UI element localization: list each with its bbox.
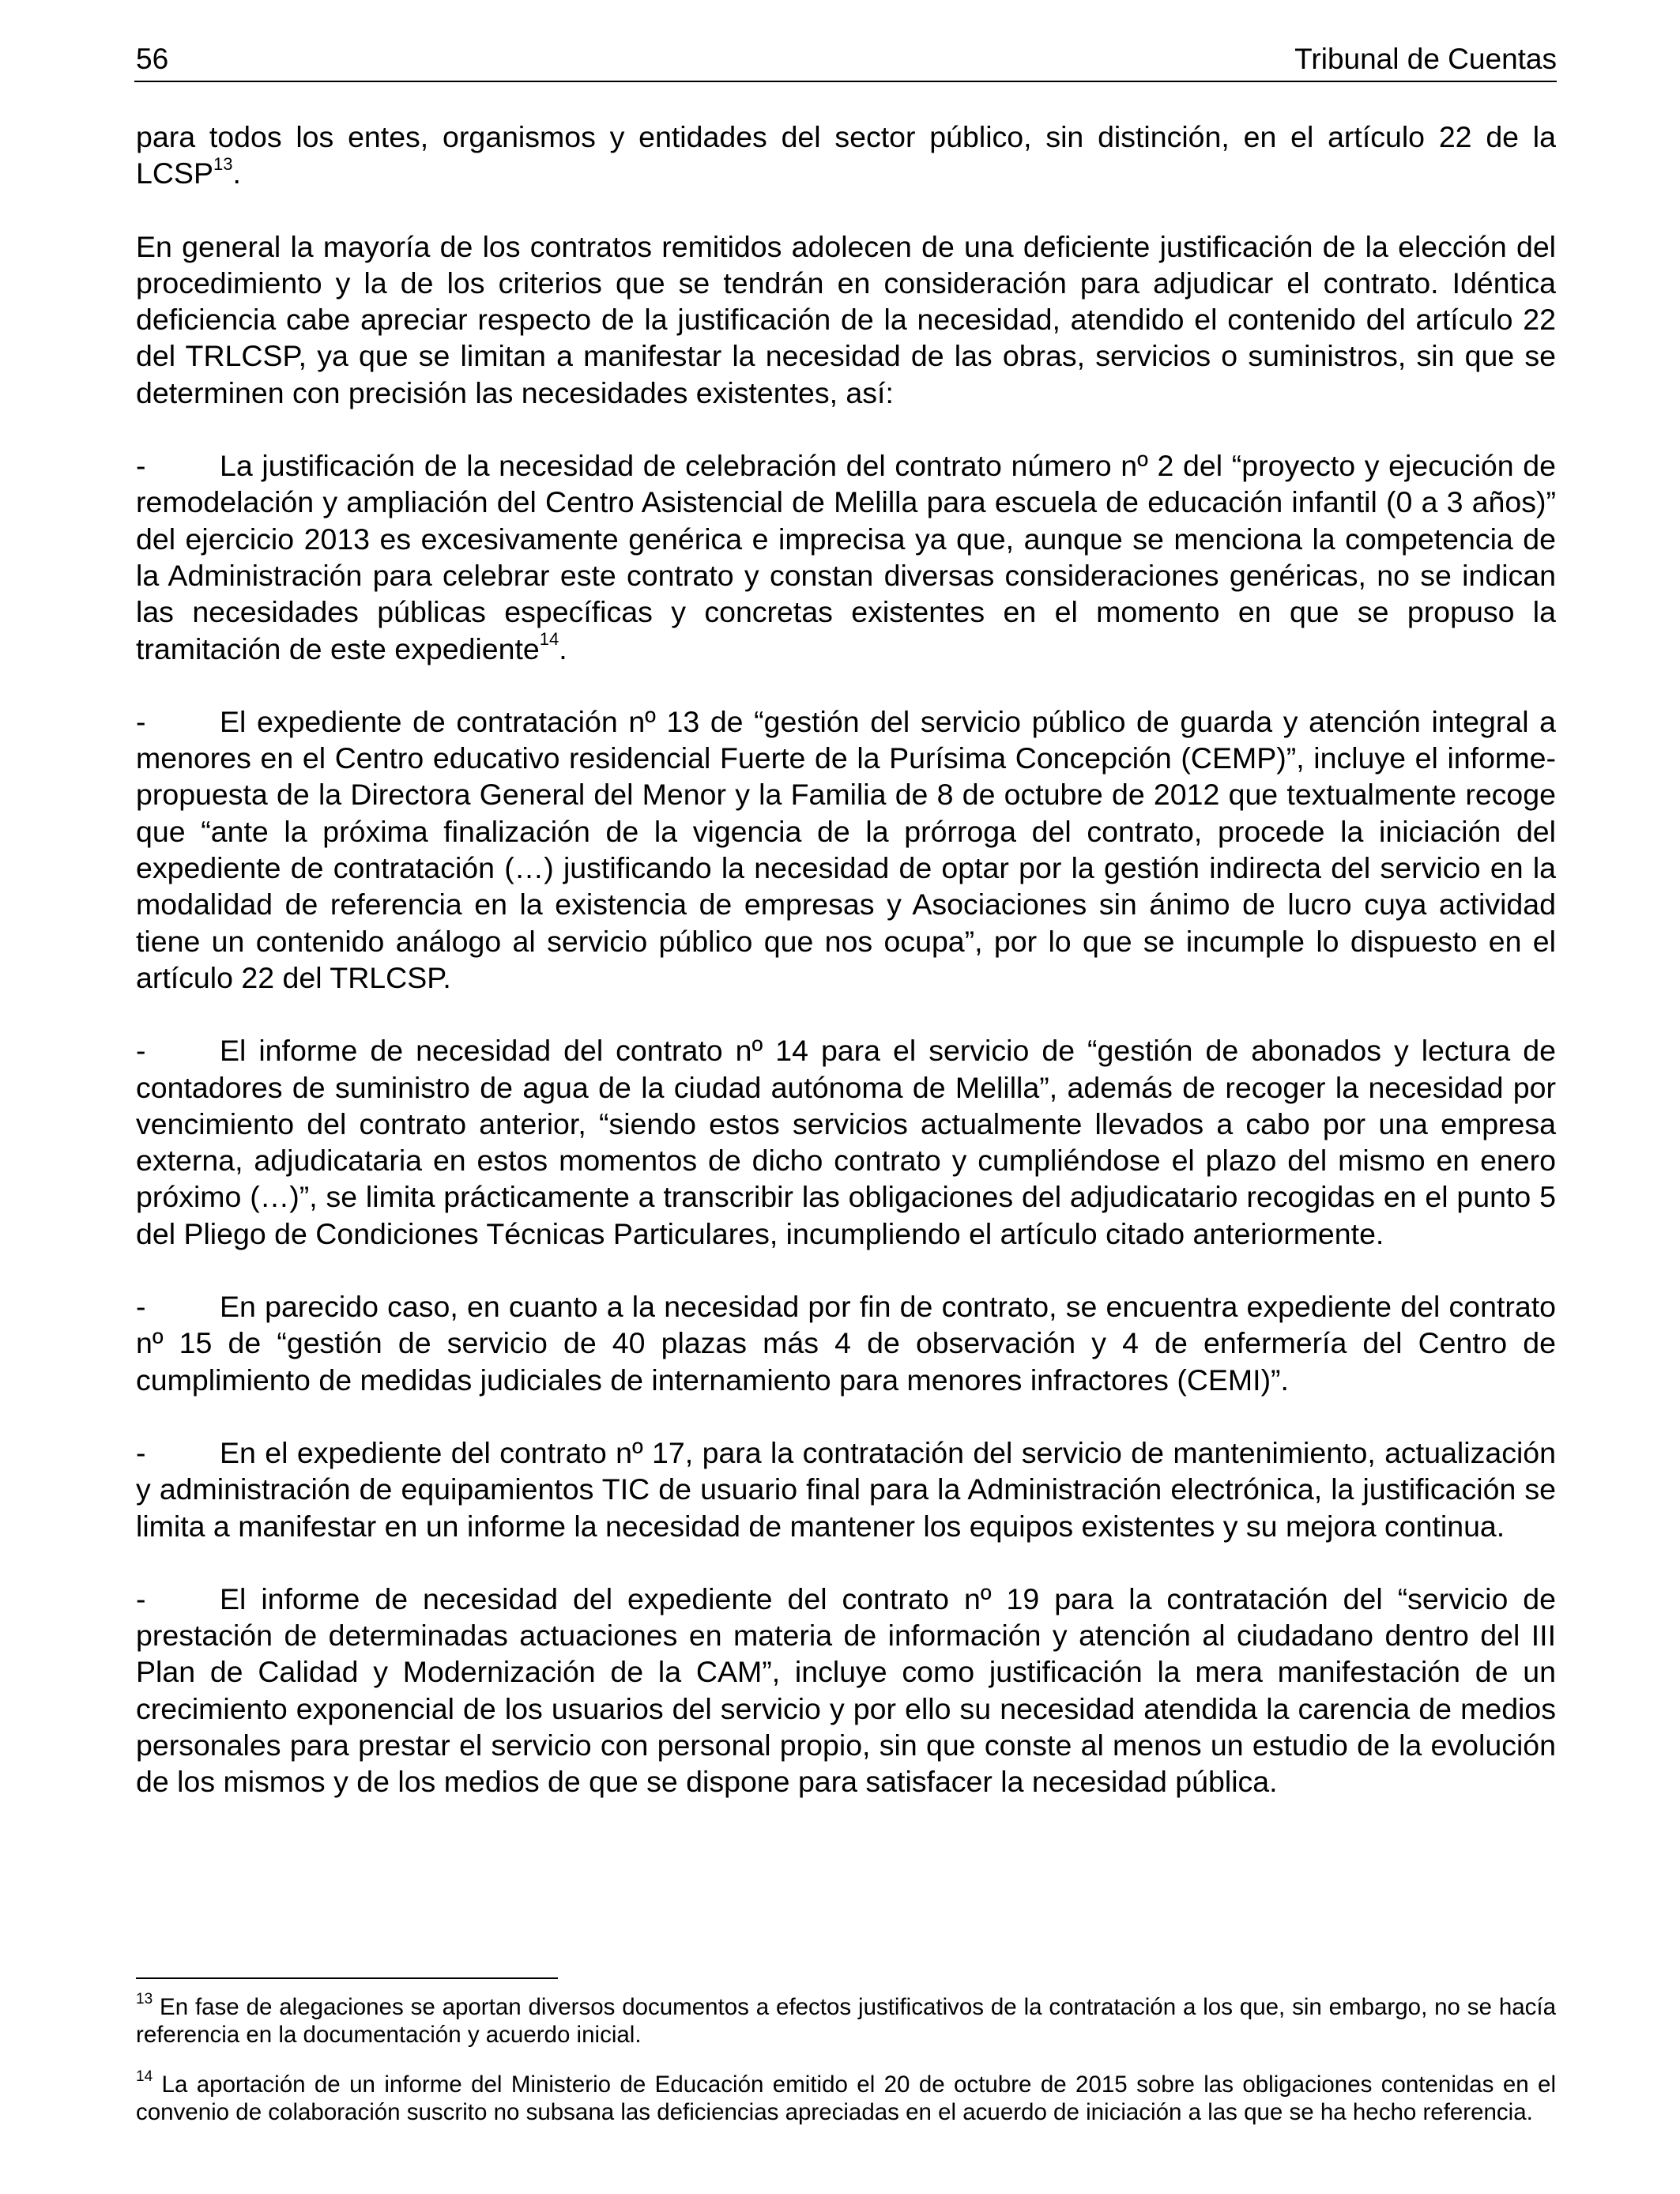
footnotes	[136, 1993, 1556, 2148]
footnote-14	[136, 2068, 1556, 2126]
footnote-ref-13[interactable]: 13	[213, 153, 233, 174]
dash-bullet: -	[136, 449, 146, 483]
footnote-text: En fase de alegaciones se aportan diversos documentos a efectos justificativos de la contratación a los que, sin embargo, no se hacía referencia en la documentación y acuerdo inicial.	[136, 1994, 1556, 2048]
paragraph-text: En el expediente del contrato nº 17, para la contratación del servicio de mantenimiento, actualización y administración de equipamientos TIC de usuario final para la Administración electrónica, la justificación se limita a manifestar en un informe la necesidad de mantener los equipos existentes y su mejora continua.	[136, 1435, 1556, 1543]
header-title: Tribunal de Cuentas	[1294, 43, 1557, 75]
paragraph-text: El informe de necesidad del contrato nº 14 para el servicio de “gestión de abonados y lectura de contadores de suministro de agua de la ciudad autónoma de Melilla”, además de recoger la necesidad por vencimiento del contrato anterior, “siendo estos servicios actualmente llevados a cabo por una empresa externa, adjudicataria en estos momentos de dicho contrato y cumpliéndose el plazo del mismo en enero próximo (…)”, se limita prácticamente a transcribir las obligaciones del adjudicatario recogidas en el punto 5 del Pliego de Condiciones Técnicas Particulares, incumpliendo el artículo citado anteriormente.	[136, 1034, 1556, 1250]
list-item-contract-19	[136, 1581, 1556, 1800]
list-item-contract-13	[136, 703, 1556, 996]
paragraph-intro-continuation	[136, 119, 1556, 192]
footnote-text: La aportación de un informe del Ministerio de Educación emitido el 20 de octubre de 2015 sobre las obligaciones contenidas en el convenio de colaboración suscrito no subsana las deficiencias apreciadas en el acuerdo de iniciación a las que se ha hecho referencia.	[136, 2071, 1556, 2125]
document-body	[136, 119, 1556, 1837]
list-item-contract-15	[136, 1288, 1556, 1398]
dash-bullet: -	[136, 1581, 146, 1615]
list-item-contract-17	[136, 1434, 1556, 1544]
dash-bullet: -	[136, 1034, 146, 1068]
footnote-ref-14[interactable]: 14	[539, 629, 559, 650]
footnote-number: 13	[136, 1991, 153, 2008]
paragraph-text: El informe de necesidad del expediente del contrato nº 19 para la contratación del “servicio de prestación de determinadas actuaciones en materia de información y atención al ciudadano dentro del III Plan de Calidad y Modernización de la CAM”, incluye como justificación la mera manifestación de un crecimiento exponencial de los usuarios del servicio y por ello su necesidad atendida la carencia de medios personales para prestar el servicio con personal propio, sin que conste al menos un estudio de la evolución de los mismos y de los medios de que se dispone para satisfacer la necesidad pública.	[136, 1581, 1556, 1799]
list-item-contract-2	[136, 447, 1556, 667]
paragraph-text: En general la mayoría de los contratos remitidos adolecen de una deficiente justificación de la elección del procedimiento y la de los criterios que se tendrán en consideración para adjudicar el contrato. Idéntica deficiencia cabe apreciar respecto de la justificación de la necesidad, atendido el contenido del artículo 22 del TRLCSP, ya que se limitan a manifestar la necesidad de las obras, servicios o suministros, sin que se determinen con precisión las necesidades existentes, así:	[136, 229, 1556, 409]
paragraph-text: La justificación de la necesidad de celebración del contrato número nº 2 del “proyecto y ejecución de remodelación y ampliación del Centro Asistencial de Melilla para escuela de educación infantil (0 a 3 años)” del ejercicio 2013 es excesivamente genérica e imprecisa ya que, aunque se menciona la competencia de la Administración para celebrar este contrato y constan diversas consideraciones genéricas, no se indican las necesidades públicas específicas y concretas existentes en el momento en que se propuso la tramitación de este expediente	[136, 449, 1556, 665]
dash-bullet: -	[136, 1290, 146, 1324]
paragraph-tail: .	[559, 631, 567, 665]
paragraph-text: El expediente de contratación nº 13 de “gestión del servicio público de guarda y atención integral a menores en el Centro educativo residencial Fuerte de la Purísima Concepción (CEMP)”, incluye el informe-propuesta de la Directora General del Menor y la Familia de 8 de octubre de 2012 que textualmente recoge que “ante la próxima finalización de la vigencia de la prórroga del contrato, procede la iniciación del expediente de contratación (…) justificando la necesidad de optar por la gestión indirecta del servicio en la modalidad de referencia en la existencia de empresas y Asociaciones sin ánimo de lucro cuya actividad tiene un contenido análogo al servicio público que nos ocupa”, por lo que se incumple lo dispuesto en el artículo 22 del TRLCSP.	[136, 704, 1556, 994]
list-item-contract-14	[136, 1032, 1556, 1252]
paragraph-text: para todos los entes, organismos y entidades del sector público, sin distinción, en el artículo 22 de la LCSP	[136, 120, 1556, 190]
page-header	[134, 41, 1557, 82]
paragraph-general	[136, 228, 1556, 411]
dash-bullet: -	[136, 704, 146, 738]
page-number: 56	[136, 43, 169, 75]
footnote-number: 14	[136, 2068, 153, 2086]
paragraph-tail: .	[232, 156, 241, 190]
paragraph-text: En parecido caso, en cuanto a la necesidad por fin de contrato, se encuentra expediente del contrato nº 15 de “gestión de servicio de 40 plazas más 4 de observación y 4 de enfermería del Centro de cumplimiento de medidas judiciales de internamiento para menores infractores (CEMI)”.	[136, 1290, 1556, 1397]
footnote-13	[136, 1993, 1556, 2049]
dash-bullet: -	[136, 1435, 146, 1469]
footnote-separator	[136, 1977, 558, 1979]
